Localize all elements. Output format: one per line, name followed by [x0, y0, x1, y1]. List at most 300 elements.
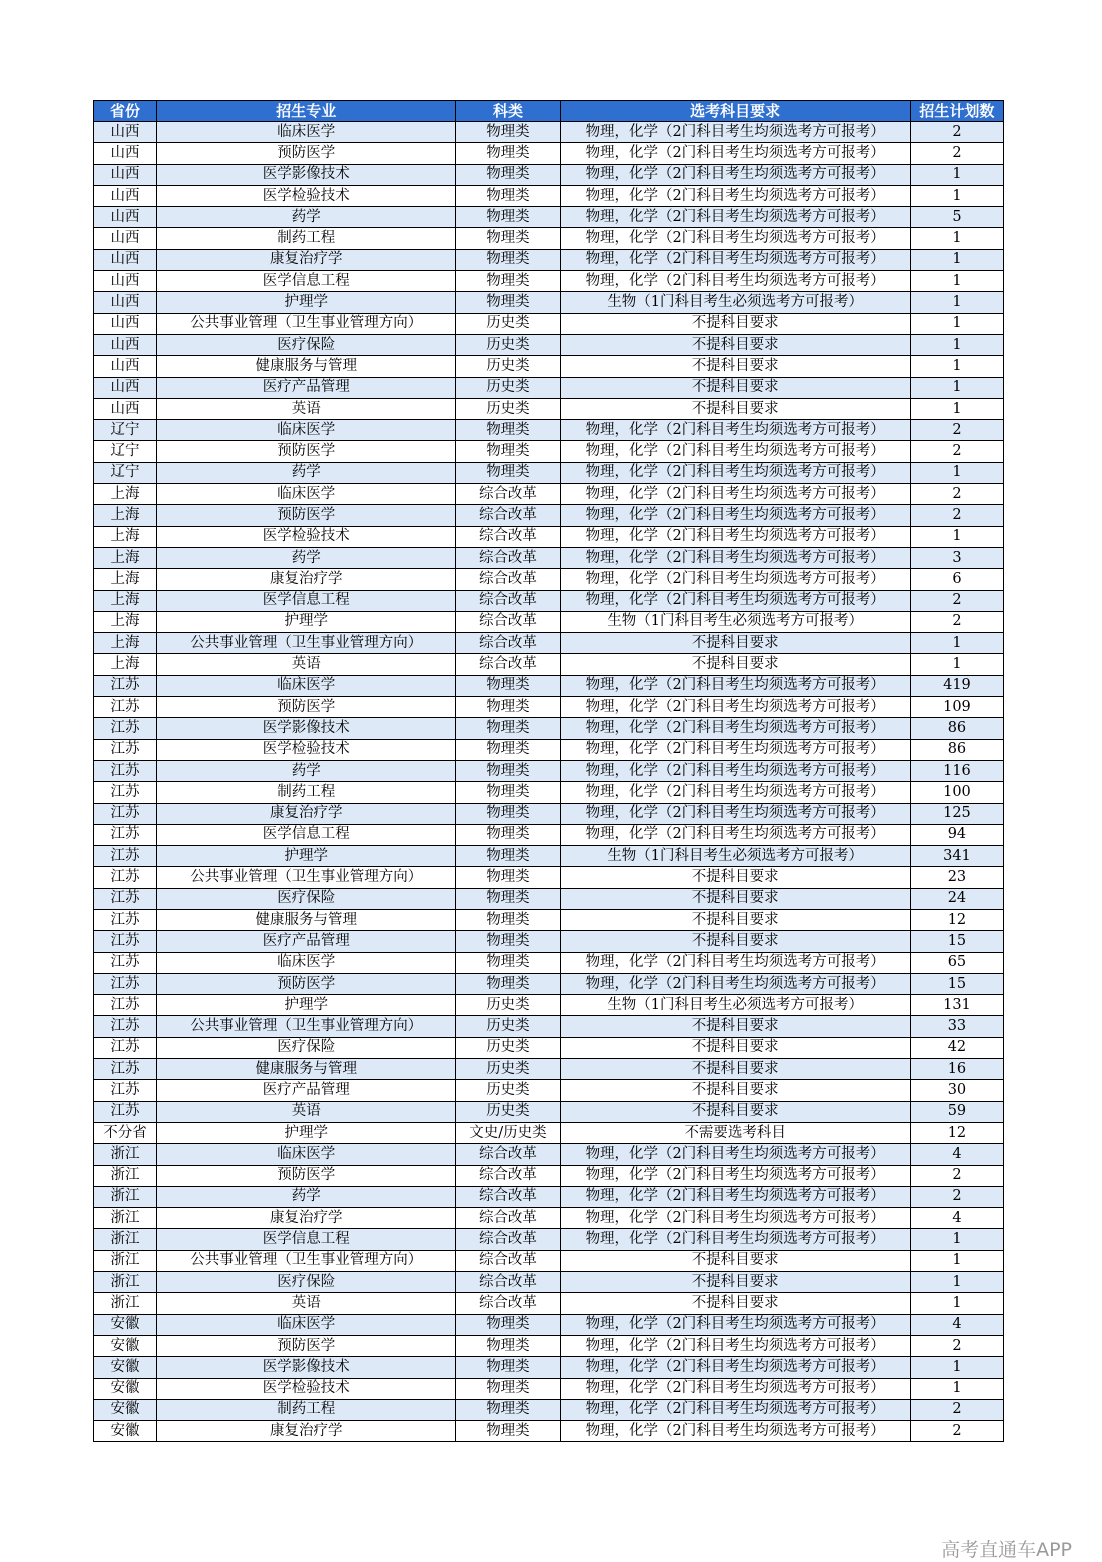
- table-row: [94, 952, 1004, 973]
- cell-major: 英语: [157, 398, 456, 419]
- cell-quota: 4: [910, 1208, 1003, 1229]
- table-row: [94, 313, 1004, 334]
- cell-quota: 1: [910, 271, 1003, 292]
- cell-major: 预防医学: [157, 1165, 456, 1186]
- table-row: [94, 909, 1004, 930]
- cell-province: 江苏: [94, 1059, 157, 1080]
- cell-province: 辽宁: [94, 420, 157, 441]
- cell-major: 预防医学: [157, 697, 456, 718]
- cell-requirement: 不提科目要求: [560, 1080, 910, 1101]
- cell-quota: 4: [910, 1144, 1003, 1165]
- cell-province: 江苏: [94, 718, 157, 739]
- cell-quota: 131: [910, 995, 1003, 1016]
- cell-province: 上海: [94, 505, 157, 526]
- cell-major: 医疗产品管理: [157, 931, 456, 952]
- cell-category: 文史/历史类: [456, 1122, 560, 1143]
- cell-province: 上海: [94, 654, 157, 675]
- cell-province: 山西: [94, 164, 157, 185]
- cell-quota: 1: [910, 1229, 1003, 1250]
- cell-quota: 1: [910, 462, 1003, 483]
- cell-quota: 1: [910, 356, 1003, 377]
- cell-category: 物理类: [456, 164, 560, 185]
- cell-province: 上海: [94, 547, 157, 568]
- cell-requirement: 物理，化学（2门科目考生均须选考方可报考）: [560, 739, 910, 760]
- table-row: [94, 143, 1004, 164]
- cell-category: 综合改革: [456, 1229, 560, 1250]
- cell-quota: 30: [910, 1080, 1003, 1101]
- cell-province: 江苏: [94, 803, 157, 824]
- table-header-row: [94, 101, 1004, 122]
- cell-major: 临床医学: [157, 420, 456, 441]
- cell-requirement: 不提科目要求: [560, 654, 910, 675]
- table-row: [94, 675, 1004, 696]
- table-row: [94, 1037, 1004, 1058]
- cell-quota: 419: [910, 675, 1003, 696]
- cell-requirement: 物理，化学（2门科目考生均须选考方可报考）: [560, 590, 910, 611]
- cell-province: 江苏: [94, 909, 157, 930]
- table-row: [94, 995, 1004, 1016]
- cell-category: 物理类: [456, 441, 560, 462]
- cell-major: 医学检验技术: [157, 1378, 456, 1399]
- table-row: [94, 760, 1004, 781]
- cell-quota: 1: [910, 292, 1003, 313]
- cell-category: 综合改革: [456, 505, 560, 526]
- cell-major: 制药工程: [157, 782, 456, 803]
- cell-province: 江苏: [94, 675, 157, 696]
- header-quota: 招生计划数: [910, 101, 1003, 122]
- table-header: [94, 101, 1004, 122]
- cell-category: 物理类: [456, 846, 560, 867]
- table-row: [94, 697, 1004, 718]
- cell-quota: 3: [910, 547, 1003, 568]
- cell-province: 安徽: [94, 1314, 157, 1335]
- cell-requirement: 物理，化学（2门科目考生均须选考方可报考）: [560, 1335, 910, 1356]
- table-row: [94, 462, 1004, 483]
- table-row: [94, 505, 1004, 526]
- cell-requirement: 物理，化学（2门科目考生均须选考方可报考）: [560, 718, 910, 739]
- cell-major: 护理学: [157, 1122, 456, 1143]
- cell-category: 物理类: [456, 697, 560, 718]
- cell-province: 江苏: [94, 824, 157, 845]
- table-body: [94, 122, 1004, 1442]
- cell-requirement: 物理，化学（2门科目考生均须选考方可报考）: [560, 249, 910, 270]
- cell-category: 物理类: [456, 952, 560, 973]
- cell-quota: 1: [910, 1357, 1003, 1378]
- cell-requirement: 物理，化学（2门科目考生均须选考方可报考）: [560, 420, 910, 441]
- cell-province: 江苏: [94, 697, 157, 718]
- cell-province: 江苏: [94, 867, 157, 888]
- cell-requirement: 物理，化学（2门科目考生均须选考方可报考）: [560, 1165, 910, 1186]
- table-row: [94, 1059, 1004, 1080]
- cell-category: 物理类: [456, 420, 560, 441]
- cell-province: 山西: [94, 185, 157, 206]
- admissions-plan-table: [93, 100, 1004, 1442]
- cell-quota: 2: [910, 1399, 1003, 1420]
- cell-province: 浙江: [94, 1272, 157, 1293]
- table-row: [94, 1229, 1004, 1250]
- cell-requirement: 不提科目要求: [560, 313, 910, 334]
- cell-quota: 1: [910, 185, 1003, 206]
- cell-major: 健康服务与管理: [157, 356, 456, 377]
- cell-quota: 100: [910, 782, 1003, 803]
- cell-requirement: 不提科目要求: [560, 867, 910, 888]
- cell-major: 医学信息工程: [157, 590, 456, 611]
- cell-category: 物理类: [456, 292, 560, 313]
- cell-category: 历史类: [456, 398, 560, 419]
- cell-major: 药学: [157, 1186, 456, 1207]
- cell-requirement: 不提科目要求: [560, 1101, 910, 1122]
- cell-requirement: 物理，化学（2门科目考生均须选考方可报考）: [560, 824, 910, 845]
- cell-requirement: 物理，化学（2门科目考生均须选考方可报考）: [560, 1186, 910, 1207]
- cell-requirement: 物理，化学（2门科目考生均须选考方可报考）: [560, 271, 910, 292]
- cell-province: 安徽: [94, 1357, 157, 1378]
- cell-requirement: 生物（1门科目考生必须选考方可报考）: [560, 995, 910, 1016]
- table-row: [94, 718, 1004, 739]
- cell-category: 综合改革: [456, 611, 560, 632]
- table-row: [94, 1293, 1004, 1314]
- cell-province: 江苏: [94, 995, 157, 1016]
- cell-requirement: 物理，化学（2门科目考生均须选考方可报考）: [560, 952, 910, 973]
- table-row: [94, 547, 1004, 568]
- cell-province: 安徽: [94, 1399, 157, 1420]
- cell-requirement: 不提科目要求: [560, 633, 910, 654]
- cell-category: 历史类: [456, 356, 560, 377]
- cell-category: 历史类: [456, 1080, 560, 1101]
- cell-quota: 15: [910, 973, 1003, 994]
- cell-province: 浙江: [94, 1208, 157, 1229]
- cell-requirement: 不提科目要求: [560, 1059, 910, 1080]
- cell-category: 历史类: [456, 313, 560, 334]
- cell-province: 江苏: [94, 1080, 157, 1101]
- cell-quota: 6: [910, 569, 1003, 590]
- cell-quota: 4: [910, 1314, 1003, 1335]
- table-row: [94, 1165, 1004, 1186]
- table-row: [94, 164, 1004, 185]
- cell-category: 物理类: [456, 718, 560, 739]
- cell-province: 浙江: [94, 1186, 157, 1207]
- cell-major: 公共事业管理（卫生事业管理方向）: [157, 1016, 456, 1037]
- table-row: [94, 973, 1004, 994]
- cell-requirement: 物理，化学（2门科目考生均须选考方可报考）: [560, 185, 910, 206]
- cell-major: 医学检验技术: [157, 526, 456, 547]
- cell-major: 公共事业管理（卫生事业管理方向）: [157, 633, 456, 654]
- cell-requirement: 不提科目要求: [560, 1272, 910, 1293]
- cell-category: 历史类: [456, 334, 560, 355]
- cell-province: 安徽: [94, 1335, 157, 1356]
- cell-quota: 59: [910, 1101, 1003, 1122]
- header-province: 省份: [94, 101, 157, 122]
- table-row: [94, 867, 1004, 888]
- table-row: [94, 803, 1004, 824]
- cell-quota: 5: [910, 207, 1003, 228]
- cell-requirement: 物理，化学（2门科目考生均须选考方可报考）: [560, 505, 910, 526]
- table-row: [94, 1144, 1004, 1165]
- cell-province: 江苏: [94, 760, 157, 781]
- cell-major: 英语: [157, 1293, 456, 1314]
- cell-category: 综合改革: [456, 590, 560, 611]
- cell-category: 物理类: [456, 803, 560, 824]
- cell-quota: 94: [910, 824, 1003, 845]
- cell-major: 临床医学: [157, 1144, 456, 1165]
- cell-province: 江苏: [94, 931, 157, 952]
- table-row: [94, 377, 1004, 398]
- cell-category: 综合改革: [456, 1144, 560, 1165]
- cell-major: 医学影像技术: [157, 1357, 456, 1378]
- cell-quota: 16: [910, 1059, 1003, 1080]
- cell-quota: 86: [910, 718, 1003, 739]
- cell-major: 医学检验技术: [157, 185, 456, 206]
- cell-major: 制药工程: [157, 1399, 456, 1420]
- cell-requirement: 物理，化学（2门科目考生均须选考方可报考）: [560, 1229, 910, 1250]
- cell-category: 物理类: [456, 824, 560, 845]
- cell-requirement: 物理，化学（2门科目考生均须选考方可报考）: [560, 1357, 910, 1378]
- cell-requirement: 物理，化学（2门科目考生均须选考方可报考）: [560, 760, 910, 781]
- cell-province: 上海: [94, 590, 157, 611]
- table-row: [94, 484, 1004, 505]
- cell-category: 物理类: [456, 1314, 560, 1335]
- cell-major: 预防医学: [157, 973, 456, 994]
- cell-requirement: 物理，化学（2门科目考生均须选考方可报考）: [560, 803, 910, 824]
- table-row: [94, 356, 1004, 377]
- cell-province: 上海: [94, 526, 157, 547]
- table-row: [94, 739, 1004, 760]
- table-row: [94, 1101, 1004, 1122]
- cell-major: 护理学: [157, 292, 456, 313]
- table-row: [94, 271, 1004, 292]
- cell-major: 医学影像技术: [157, 164, 456, 185]
- cell-major: 英语: [157, 654, 456, 675]
- cell-category: 历史类: [456, 1037, 560, 1058]
- cell-category: 物理类: [456, 122, 560, 143]
- cell-category: 物理类: [456, 1335, 560, 1356]
- cell-quota: 2: [910, 420, 1003, 441]
- cell-category: 物理类: [456, 228, 560, 249]
- cell-major: 护理学: [157, 846, 456, 867]
- cell-quota: 2: [910, 611, 1003, 632]
- cell-category: 物理类: [456, 1357, 560, 1378]
- cell-province: 山西: [94, 249, 157, 270]
- cell-major: 康复治疗学: [157, 803, 456, 824]
- cell-province: 安徽: [94, 1421, 157, 1442]
- cell-province: 山西: [94, 292, 157, 313]
- cell-category: 综合改革: [456, 569, 560, 590]
- cell-major: 健康服务与管理: [157, 1059, 456, 1080]
- cell-quota: 125: [910, 803, 1003, 824]
- cell-province: 江苏: [94, 1016, 157, 1037]
- cell-requirement: 物理，化学（2门科目考生均须选考方可报考）: [560, 122, 910, 143]
- cell-quota: 15: [910, 931, 1003, 952]
- cell-category: 物理类: [456, 867, 560, 888]
- cell-major: 预防医学: [157, 441, 456, 462]
- cell-quota: 2: [910, 122, 1003, 143]
- table-row: [94, 1378, 1004, 1399]
- cell-category: 物理类: [456, 1378, 560, 1399]
- cell-major: 健康服务与管理: [157, 909, 456, 930]
- table-row: [94, 611, 1004, 632]
- cell-quota: 1: [910, 1272, 1003, 1293]
- cell-major: 临床医学: [157, 952, 456, 973]
- table-row: [94, 1314, 1004, 1335]
- cell-province: 浙江: [94, 1229, 157, 1250]
- cell-quota: 116: [910, 760, 1003, 781]
- cell-requirement: 物理，化学（2门科目考生均须选考方可报考）: [560, 1421, 910, 1442]
- cell-quota: 1: [910, 526, 1003, 547]
- cell-province: 上海: [94, 484, 157, 505]
- cell-requirement: 不提科目要求: [560, 356, 910, 377]
- cell-requirement: 物理，化学（2门科目考生均须选考方可报考）: [560, 484, 910, 505]
- cell-quota: 1: [910, 654, 1003, 675]
- cell-quota: 33: [910, 1016, 1003, 1037]
- cell-major: 医疗保险: [157, 888, 456, 909]
- cell-requirement: 不提科目要求: [560, 1037, 910, 1058]
- cell-province: 山西: [94, 122, 157, 143]
- table-row: [94, 931, 1004, 952]
- table-row: [94, 292, 1004, 313]
- cell-major: 医疗保险: [157, 1272, 456, 1293]
- cell-quota: 1: [910, 633, 1003, 654]
- cell-requirement: 生物（1门科目考生必须选考方可报考）: [560, 846, 910, 867]
- cell-province: 上海: [94, 569, 157, 590]
- cell-province: 浙江: [94, 1144, 157, 1165]
- table-row: [94, 569, 1004, 590]
- cell-province: 江苏: [94, 1101, 157, 1122]
- cell-province: 山西: [94, 313, 157, 334]
- table-row: [94, 1272, 1004, 1293]
- table-row: [94, 526, 1004, 547]
- table-row: [94, 654, 1004, 675]
- cell-quota: 1: [910, 249, 1003, 270]
- cell-requirement: 物理，化学（2门科目考生均须选考方可报考）: [560, 1314, 910, 1335]
- cell-category: 综合改革: [456, 526, 560, 547]
- cell-category: 综合改革: [456, 654, 560, 675]
- cell-major: 药学: [157, 760, 456, 781]
- cell-quota: 1: [910, 398, 1003, 419]
- cell-category: 物理类: [456, 973, 560, 994]
- table-row: [94, 228, 1004, 249]
- header-major: 招生专业: [157, 101, 456, 122]
- header-category: 科类: [456, 101, 560, 122]
- cell-requirement: 物理，化学（2门科目考生均须选考方可报考）: [560, 1378, 910, 1399]
- cell-major: 康复治疗学: [157, 1208, 456, 1229]
- cell-category: 物理类: [456, 207, 560, 228]
- cell-province: 江苏: [94, 952, 157, 973]
- cell-requirement: 不提科目要求: [560, 888, 910, 909]
- cell-province: 山西: [94, 377, 157, 398]
- cell-requirement: 不提科目要求: [560, 334, 910, 355]
- cell-province: 江苏: [94, 739, 157, 760]
- cell-requirement: 物理，化学（2门科目考生均须选考方可报考）: [560, 569, 910, 590]
- table-row: [94, 398, 1004, 419]
- table-row: [94, 824, 1004, 845]
- cell-category: 物理类: [456, 1399, 560, 1420]
- cell-province: 安徽: [94, 1378, 157, 1399]
- cell-province: 辽宁: [94, 441, 157, 462]
- table-row: [94, 441, 1004, 462]
- cell-quota: 1: [910, 313, 1003, 334]
- cell-quota: 12: [910, 1122, 1003, 1143]
- cell-major: 临床医学: [157, 122, 456, 143]
- table-row: [94, 249, 1004, 270]
- cell-major: 医学检验技术: [157, 739, 456, 760]
- cell-category: 历史类: [456, 1101, 560, 1122]
- cell-category: 综合改革: [456, 633, 560, 654]
- cell-category: 物理类: [456, 1421, 560, 1442]
- cell-province: 江苏: [94, 973, 157, 994]
- cell-quota: 23: [910, 867, 1003, 888]
- cell-requirement: 不提科目要求: [560, 909, 910, 930]
- cell-major: 医学影像技术: [157, 718, 456, 739]
- cell-quota: 2: [910, 1165, 1003, 1186]
- cell-category: 历史类: [456, 1059, 560, 1080]
- cell-province: 上海: [94, 633, 157, 654]
- cell-major: 临床医学: [157, 484, 456, 505]
- cell-quota: 42: [910, 1037, 1003, 1058]
- cell-quota: 1: [910, 1250, 1003, 1271]
- cell-major: 药学: [157, 462, 456, 483]
- table-row: [94, 590, 1004, 611]
- table-row: [94, 1250, 1004, 1271]
- cell-quota: 2: [910, 1335, 1003, 1356]
- cell-quota: 12: [910, 909, 1003, 930]
- cell-requirement: 物理，化学（2门科目考生均须选考方可报考）: [560, 547, 910, 568]
- cell-major: 公共事业管理（卫生事业管理方向）: [157, 1250, 456, 1271]
- cell-quota: 2: [910, 590, 1003, 611]
- cell-quota: 1: [910, 1293, 1003, 1314]
- table-row: [94, 1399, 1004, 1420]
- cell-province: 江苏: [94, 1037, 157, 1058]
- cell-category: 历史类: [456, 995, 560, 1016]
- cell-category: 综合改革: [456, 1293, 560, 1314]
- cell-category: 综合改革: [456, 547, 560, 568]
- cell-quota: 86: [910, 739, 1003, 760]
- table-row: [94, 1080, 1004, 1101]
- cell-category: 综合改革: [456, 1272, 560, 1293]
- cell-quota: 65: [910, 952, 1003, 973]
- cell-major: 药学: [157, 547, 456, 568]
- cell-quota: 1: [910, 228, 1003, 249]
- table-row: [94, 420, 1004, 441]
- cell-major: 临床医学: [157, 675, 456, 696]
- cell-requirement: 物理，化学（2门科目考生均须选考方可报考）: [560, 675, 910, 696]
- cell-quota: 2: [910, 505, 1003, 526]
- cell-requirement: 物理，化学（2门科目考生均须选考方可报考）: [560, 164, 910, 185]
- cell-category: 物理类: [456, 249, 560, 270]
- cell-category: 综合改革: [456, 484, 560, 505]
- cell-category: 物理类: [456, 462, 560, 483]
- cell-major: 医疗保险: [157, 334, 456, 355]
- cell-province: 山西: [94, 207, 157, 228]
- cell-province: 山西: [94, 334, 157, 355]
- cell-major: 预防医学: [157, 505, 456, 526]
- table-row: [94, 846, 1004, 867]
- cell-requirement: 物理，化学（2门科目考生均须选考方可报考）: [560, 526, 910, 547]
- cell-major: 康复治疗学: [157, 1421, 456, 1442]
- table-row: [94, 888, 1004, 909]
- cell-requirement: 生物（1门科目考生必须选考方可报考）: [560, 611, 910, 632]
- cell-quota: 341: [910, 846, 1003, 867]
- table-row: [94, 1186, 1004, 1207]
- cell-requirement: 物理，化学（2门科目考生均须选考方可报考）: [560, 697, 910, 718]
- cell-requirement: 物理，化学（2门科目考生均须选考方可报考）: [560, 207, 910, 228]
- table-row: [94, 185, 1004, 206]
- cell-category: 物理类: [456, 760, 560, 781]
- cell-category: 物理类: [456, 675, 560, 696]
- cell-requirement: 物理，化学（2门科目考生均须选考方可报考）: [560, 1399, 910, 1420]
- cell-category: 综合改革: [456, 1186, 560, 1207]
- cell-major: 医疗产品管理: [157, 377, 456, 398]
- cell-quota: 2: [910, 1186, 1003, 1207]
- cell-quota: 2: [910, 441, 1003, 462]
